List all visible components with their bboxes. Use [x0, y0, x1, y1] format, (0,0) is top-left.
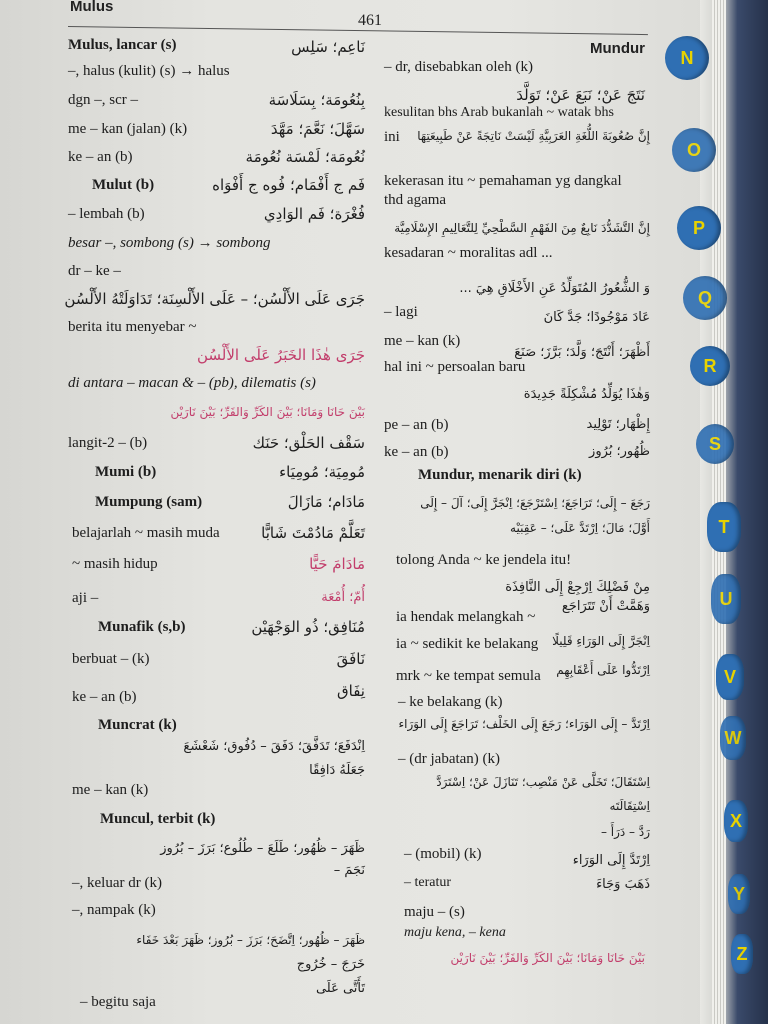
entry-arabic: نَجَمَ –	[333, 863, 365, 878]
entry-arabic: أُمّ؛ أُمْعَة	[321, 590, 365, 605]
entry-arabic: بِنُعُومَة؛ بِسَلَاسَة	[268, 91, 365, 109]
entry-arabic: اِرْتَدَّ إِلَى الوَرَاء	[572, 853, 650, 868]
entry-arabic: سَقْف الحَلْق؛ حَنَك	[252, 434, 365, 452]
entry-arabic: جَعَلَهُ دَافِقًا	[309, 763, 365, 778]
entry-example: berita itu menyebar ~	[68, 319, 197, 335]
entry-arabic-example: جَرَى هٰذَا الخَبَرُ عَلَى الأَلْسُن	[196, 346, 365, 364]
entry-arabic: اِسْتِقَالَتَه	[609, 799, 650, 813]
entry-arabic: أَوَّلَ؛ مَالَ؛ اِرْتَدَّ عَلَى؛ – عَقِبَيْه	[510, 521, 650, 535]
entry-sub: aji –	[72, 590, 99, 606]
index-tab-q[interactable]: Q	[683, 276, 727, 320]
entry-arabic: ظَهَرَ – ظُهُور؛ طَلَعَ – طُلُوع؛ بَرَزَ – بُرُوز	[160, 841, 365, 856]
index-tab-w[interactable]: W	[720, 716, 746, 760]
entry-arabic-example: إِنَّ صُعُوبَةَ اللُّغَةِ العَرَبِيَّةِ لَيْسَتْ نَاتِجَةً عَنْ طَبِيعَتِهَا	[417, 129, 650, 143]
running-head-left: Mulus	[70, 0, 114, 15]
entry-arabic: نَاعِم؛ سَلِس	[291, 38, 365, 56]
entry-arabic: أَظْهَرَ؛ أَنْتَجَ؛ وَلَّدَ؛ بَرَّزَ؛ صَنَعَ	[514, 345, 650, 360]
entry-sub: ke – an (b)	[68, 149, 133, 165]
entry-arabic-example: اِنْجَرَّ إِلَى الوَرَاءِ قَلِيلًا	[552, 634, 650, 648]
entry-sub: – (mobil) (k)	[404, 846, 482, 862]
entry-example: ini	[384, 129, 400, 145]
entry-arabic: ظُهُور؛ بُرُوز	[589, 444, 650, 459]
entry-arabic: نَافَقَ	[336, 650, 365, 668]
entry-arabic: إِظْهَار؛ تَوْلِيد	[586, 417, 650, 432]
entry-sub: maju kena, – kena	[404, 925, 506, 940]
entry-arabic: جَرَى عَلَى الأَلْسُن؛ – عَلَى الأَلْسِنَة؛ تَدَاوَلَتْهُ الأَلْسُن	[64, 290, 365, 308]
entry-sub: maju – (s)	[404, 904, 465, 920]
entry-sub: me – kan (k)	[72, 782, 149, 798]
entry-sub: –, nampak (k)	[72, 902, 156, 918]
entry-sub: – (dr jabatan) (k)	[398, 751, 501, 767]
index-tab-n[interactable]: N	[665, 36, 709, 80]
entry-headword: Mulus, lancar (s)	[68, 37, 177, 53]
entry-sub: –, keluar dr (k)	[72, 875, 162, 891]
entry-example: hal ini ~ persoalan baru	[384, 359, 526, 375]
entry-arabic: نُعُومَة؛ لَمْسَة نُعُومَة	[245, 148, 365, 166]
entry-headword: Muncrat (k)	[98, 717, 177, 733]
index-tab-y[interactable]: Y	[728, 874, 750, 914]
entry-arabic: تَأَتَّى عَلَى	[315, 981, 365, 996]
entry-arabic-example: وَ الشُّعُورُ المُتَوَلِّدُ عَنِ الأَخْلَاقِ هِيَ ...	[459, 281, 650, 296]
index-tab-x[interactable]: X	[724, 800, 748, 842]
entry-sub: pe – an (b)	[384, 417, 449, 433]
entry-example: kesulitan bhs Arab bukanlah ~ watak bhs	[384, 105, 614, 120]
entry-arabic-example: بَيْنَ حَانَا وَمَانَا؛ بَيْنَ الكَرِّ وَالفَرِّ؛ بَيْنَ نَارَيْن	[170, 405, 365, 419]
entry-arabic: فَم ج أَفْمَام؛ فُوه ج أَفْوَاه	[212, 176, 365, 194]
entry-arabic: مُنَافِق؛ ذُو الوَجْهَيْن	[251, 618, 365, 636]
entry-arabic: اِسْتَقَالَ؛ تَخَلَّى عَنْ مَنْصِب؛ تَنَازَلَ عَنْ؛ اِسْتَرَدَّ	[436, 775, 650, 789]
index-tab-v[interactable]: V	[716, 654, 744, 700]
entry-headword: Mulut (b)	[92, 177, 155, 193]
entry-arabic: ذَهَبَ وَجَاءَ	[596, 877, 650, 892]
entry-arabic: تَعَلَّمْ مَادُمْتَ شَابًّا	[261, 524, 365, 542]
entry-sub: ke – an (b)	[72, 689, 137, 705]
entry-headword: Mumi (b)	[95, 464, 157, 480]
index-tab-o[interactable]: O	[672, 128, 716, 172]
index-tab-t[interactable]: T	[707, 502, 741, 552]
entry-arabic: سَهَّلَ؛ نَعَّمَ؛ مَهَّدَ	[270, 120, 365, 138]
entry-sub: – begitu saja	[80, 994, 156, 1010]
entry-sub: ke – an (b)	[384, 444, 449, 460]
entry-headword: Mundur, menarik diri (k)	[418, 467, 582, 483]
entry-sub: – teratur	[404, 875, 452, 890]
entry-example: kesadaran ~ moralitas adl ...	[384, 245, 553, 261]
entry-sub: – lagi	[384, 304, 418, 320]
entry-arabic-example: وَهٰذَا يُوَلِّدُ مُشْكِلَةً جَدِيدَة	[523, 387, 650, 402]
entry-example: ia hendak melangkah ~	[396, 609, 536, 625]
entry-sub: –, halus (kulit) (s) → halus	[68, 63, 230, 79]
entry-arabic: خَرَجَ – خُرُوج	[296, 957, 365, 972]
entry-sub: – lembah (b)	[68, 206, 145, 222]
entry-sub: besar –, sombong (s) → sombong	[68, 235, 271, 251]
entry-sub: dr – ke –	[68, 263, 121, 279]
entry-sub: berbuat – (k)	[72, 651, 150, 667]
index-tab-r[interactable]: R	[690, 346, 730, 386]
entry-arabic-example: اِرْتَدُّوا عَلَى أَعْقَابِهِم	[556, 663, 650, 677]
entry-sub: di antara – macan & – (pb), dilematis (s)	[68, 375, 316, 391]
entry-arabic: اِرْتَدَّ – إِلَى الوَرَاء؛ رَجَعَ إِلَى الخَلْف؛ تَرَاجَعَ إِلَى الوَرَاء	[398, 717, 650, 731]
index-tab-p[interactable]: P	[677, 206, 721, 250]
page-number: 461	[358, 12, 382, 29]
entry-example: thd agama	[384, 192, 447, 208]
entry-arabic: رَجَعَ – إِلَى؛ تَرَاجَعَ؛ اِسْتَرْجَعَ؛ اِنْجَرَّ إِلَى؛ آلَ – إِلَى	[420, 496, 650, 510]
entry-example: ia ~ sedikit ke belakang	[396, 636, 539, 652]
entry-headword: Munafik (s,b)	[98, 619, 186, 635]
entry-arabic: نِفَاق	[337, 682, 365, 700]
entry-sub: me – kan (jalan) (k)	[68, 121, 188, 137]
entry-example: mrk ~ ke tempat semula	[396, 668, 541, 684]
entry-arabic-example: بَيْنَ حَانَا وَمَانَا؛ بَيْنَ الكَرِّ وَالفَرِّ؛ بَيْنَ نَارَيْن	[450, 951, 645, 965]
entry-arabic: مَادَامَ حَيًّا	[309, 555, 365, 573]
entry-arabic: فُغْرَة؛ فَم الوَادِي	[263, 205, 365, 223]
entry-example: ~ masih hidup	[72, 556, 158, 572]
entry-arabic: مَادَام؛ مَازَالَ	[287, 493, 365, 511]
entry-arabic: مُومِيَة؛ مُومِيَاء	[279, 463, 365, 481]
entry-headword: Mumpung (sam)	[95, 494, 203, 510]
entry-arabic-example: إِنَّ التَّشَدُّدَ نَابِعٌ مِنَ الفَهْمِ السَّطْحِيِّ لِلتَّعَالِيمِ الإِسْلَامِيَّة	[394, 221, 650, 235]
entry-sub: langit-2 – (b)	[68, 435, 148, 451]
index-tab-s[interactable]: S	[696, 424, 734, 464]
entry-arabic: رَدَّ – دَرَأَ –	[600, 825, 650, 839]
running-head-right: Mundur	[590, 40, 645, 57]
entry-arabic: نَتَجَ عَنْ؛ نَبَعَ عَنْ؛ تَوَلَّدَ	[516, 86, 645, 104]
entry-sub: – ke belakang (k)	[398, 694, 503, 710]
entry-example: kekerasan itu ~ pemahaman yg dangkal	[384, 173, 622, 189]
entry-sub: dgn –, scr –	[68, 92, 138, 108]
entry-arabic-example: مِنْ فَضْلِكَ اِرْجِعْ إِلَى النَّافِذَة	[505, 580, 650, 595]
entry-arabic-example: وَهَمَّتْ أَنْ تَتَرَاجَع	[561, 599, 650, 614]
entry-example: belajarlah ~ masih muda	[72, 525, 220, 541]
entry-arabic: اِنْدَفَعَ؛ تَدَفَّقَ؛ دَفَقَ – دُفُوق؛ شَعْشَعَ	[183, 739, 365, 754]
entry-sub: – dr, disebabkan oleh (k)	[384, 59, 533, 75]
index-tab-u[interactable]: U	[711, 574, 741, 624]
index-tab-z[interactable]: Z	[731, 934, 753, 974]
entry-arabic: ظَهَرَ – ظُهُور؛ اِتَّضَحَ؛ بَرَزَ – بُرُوز؛ ظَهَرَ بَعْدَ خَفَاء	[136, 933, 365, 947]
entry-sub: me – kan (k)	[384, 333, 461, 349]
entry-arabic: عَادَ مَوْجُودًا؛ جَدَّ كَانَ	[543, 310, 650, 325]
entry-headword: Muncul, terbit (k)	[100, 811, 216, 827]
entry-example: tolong Anda ~ ke jendela itu!	[396, 552, 572, 568]
